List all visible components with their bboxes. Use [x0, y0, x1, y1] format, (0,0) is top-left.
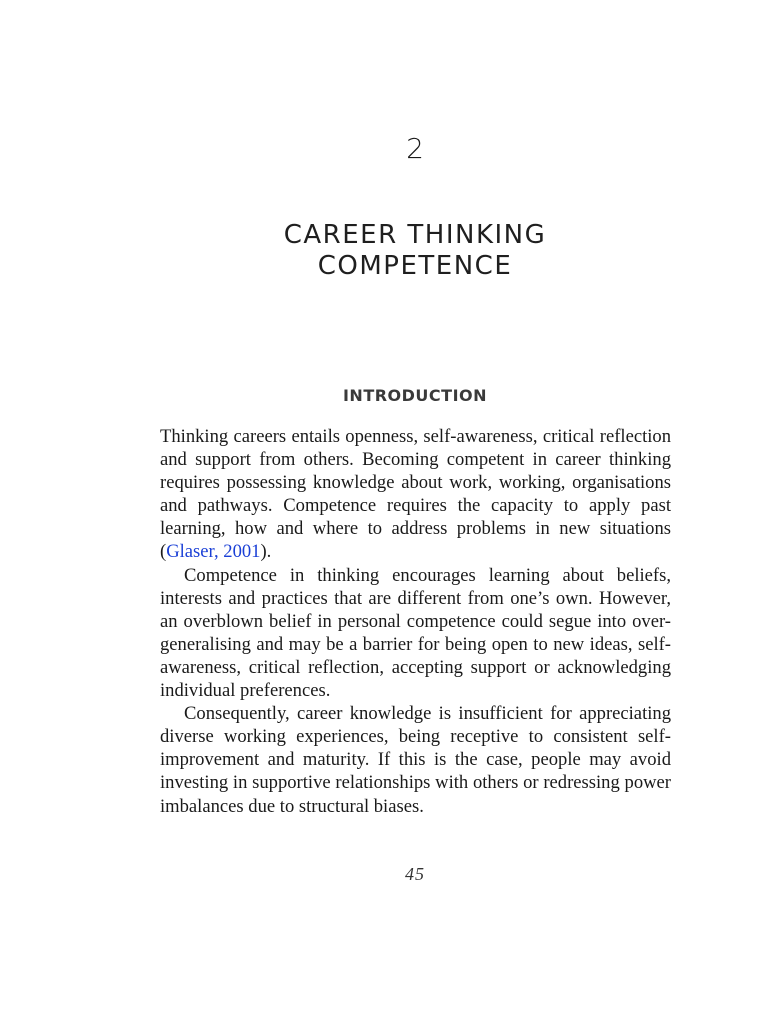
- body-text: [160, 425, 671, 818]
- paragraph-1: [160, 425, 671, 564]
- section-heading: INTRODUCTION: [342, 386, 488, 405]
- paragraph-1-text: Thinking careers entails openness, self-awareness, critical reflection and support from others. Becoming competent in career thinking requires possessing knowledge about work, working, organisations and pathways. Competence requires the capacity to apply past learning, how and where to address problems in new situations (: [160, 426, 671, 563]
- chapter-number: 2: [406, 132, 424, 165]
- chapter-title: [0, 220, 768, 282]
- citation-link[interactable]: Glaser, 2001: [166, 541, 261, 563]
- paragraph-3: Consequently, career knowledge is insufficient for appreciating diverse working experiences, being receptive to consistent self-improvement and maturity. If this is the case, people may avoid investing in supportive relationships with others or redressing power imbalances due to structural biases.: [160, 703, 671, 817]
- chapter-title-line-2: COMPETENCE: [317, 251, 513, 281]
- paragraph-2: Competence in thinking encourages learning about beliefs, interests and practices that are different from one’s own. However, an overblown belief in personal competence could segue into over-generalising and may be a barrier for being open to new ideas, self-awareness, critical reflection, accepting support or acknowledging individual preferences.: [160, 564, 671, 702]
- page-number: 45: [405, 864, 425, 884]
- chapter-title-line-1: CAREER THINKING: [283, 220, 547, 250]
- paragraph-1-tail: ).: [260, 541, 272, 563]
